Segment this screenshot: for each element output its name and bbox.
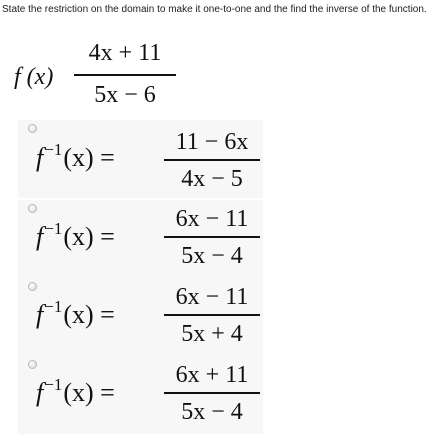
option-3-lhs: [36, 297, 115, 330]
option-4-fraction: [164, 361, 260, 426]
argument-equals: (x) =: [63, 222, 115, 251]
function-symbol: f: [36, 222, 44, 251]
fraction-bar: [164, 314, 260, 316]
radio-button-option-2[interactable]: [28, 204, 37, 213]
function-numerator: 4x + 11: [88, 40, 162, 66]
option-2-fraction: [164, 205, 260, 270]
inverse-exponent: −1: [44, 297, 63, 316]
option-4-numerator: 6x + 11: [175, 362, 249, 388]
function-symbol: f: [36, 378, 44, 407]
function-lhs: f (x): [14, 64, 54, 90]
argument-equals: (x) =: [63, 300, 115, 329]
radio-button-option-4[interactable]: [28, 360, 37, 369]
radio-button-option-3[interactable]: [28, 282, 37, 291]
fraction-bar: [74, 74, 176, 76]
function-denominator: 5x − 6: [94, 82, 156, 108]
function-symbol: f: [36, 143, 44, 172]
option-1-denominator: 4x − 5: [181, 166, 243, 192]
radio-button-option-1[interactable]: [28, 124, 37, 133]
option-1-fraction: [164, 128, 260, 193]
option-4-lhs: [36, 375, 115, 408]
fraction-bar: [164, 392, 260, 394]
argument-equals: (x) =: [63, 143, 115, 172]
option-1-lhs: [36, 140, 115, 173]
inverse-exponent: −1: [44, 219, 63, 238]
option-3-numerator: 6x − 11: [175, 284, 249, 310]
option-3-fraction: [164, 283, 260, 348]
given-function: [14, 40, 174, 116]
option-4-denominator: 5x − 4: [181, 399, 243, 425]
inverse-exponent: −1: [44, 375, 63, 394]
option-2-denominator: 5x − 4: [181, 243, 243, 269]
option-2-lhs: [36, 219, 115, 252]
question-prompt: State the restriction on the domain to make it one-to-one and the find the inverse of the function.: [2, 4, 427, 15]
option-2-numerator: 6x − 11: [175, 206, 249, 232]
option-3-denominator: 5x + 4: [181, 321, 243, 347]
fraction-bar: [164, 159, 260, 161]
argument-equals: (x) =: [63, 378, 115, 407]
fraction-bar: [164, 236, 260, 238]
function-symbol: f: [36, 300, 44, 329]
inverse-exponent: −1: [44, 140, 63, 159]
option-1-numerator: 11 − 6x: [175, 129, 249, 155]
